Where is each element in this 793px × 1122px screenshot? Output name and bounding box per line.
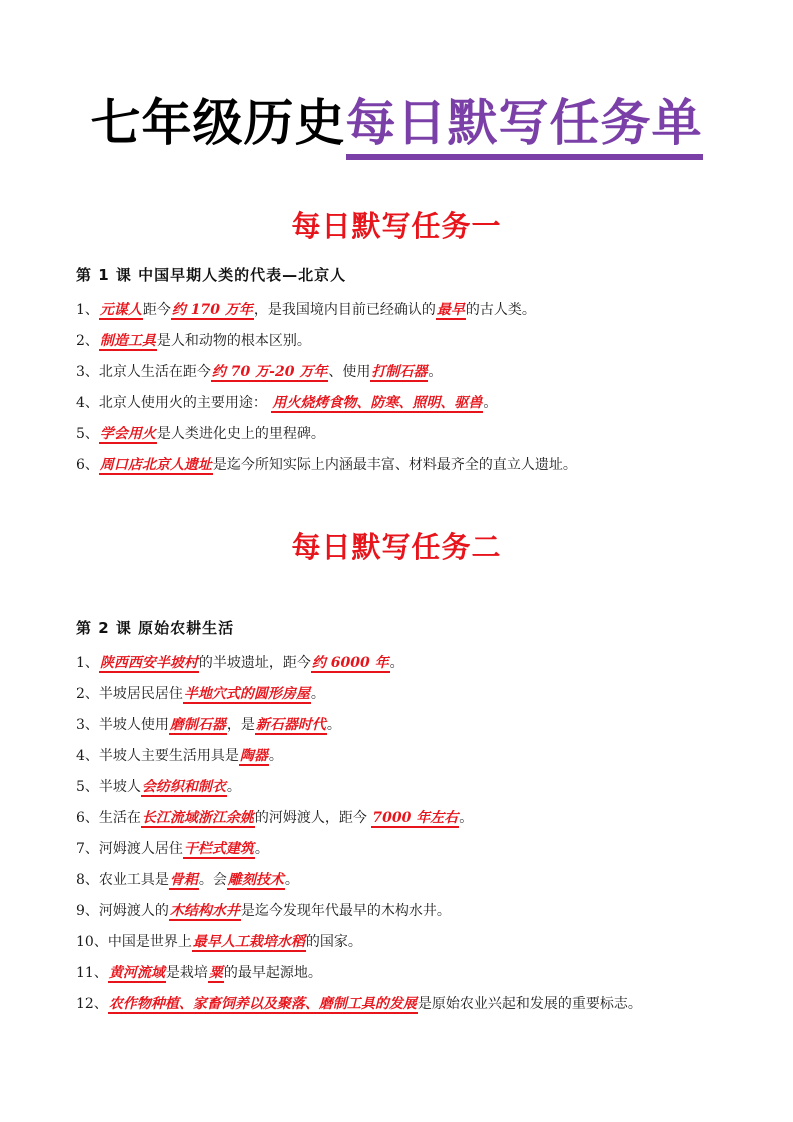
item-text: 。 — [310, 686, 325, 702]
item-text: 7、河姆渡人居住 — [76, 841, 183, 857]
answer-text: 农作物种植、家畜饲养以及聚落、磨制工具的发展 — [108, 996, 417, 1012]
item-text: 的半坡遗址，距今 — [198, 655, 311, 671]
list-item — [76, 990, 766, 1021]
item-text: 是人类进化史上的里程碑。 — [156, 426, 325, 442]
answer-text: 打制石器 — [371, 364, 428, 380]
item-text: 的河姆渡人，距今 — [254, 810, 372, 826]
task-heading-1: 每日默写任务一 — [291, 209, 502, 243]
item-text: 2、半坡居民居住 — [76, 686, 183, 702]
item-text: 。 — [284, 872, 299, 888]
list-item — [76, 928, 766, 959]
answer-text: 黄河流域 — [108, 965, 165, 981]
answer-text: 磨制石器 — [169, 717, 226, 733]
item-text: 6、生活在 — [76, 810, 141, 826]
answer-text: 约 6000 年 — [311, 655, 389, 671]
lesson-title-1: 第 1 课 中国早期人类的代表—北京人 — [76, 266, 347, 284]
item-text: 是人和动物的根本区别。 — [156, 333, 311, 349]
item-text: ，是我国境内目前已经确认的 — [253, 302, 436, 318]
item-text: 距今 — [142, 302, 171, 318]
item-text: 10、中国是世界上 — [76, 934, 192, 950]
answer-text: 骨耜 — [169, 872, 198, 888]
item-text: 。 — [428, 364, 443, 380]
list-item — [76, 711, 766, 742]
list-item — [76, 420, 766, 451]
answer-text: 干栏式建筑 — [183, 841, 254, 857]
item-text: 。 — [226, 779, 241, 795]
item-text: 1、 — [76, 655, 99, 671]
list-item — [76, 897, 766, 928]
item-text: 、使用 — [328, 364, 371, 380]
list-item — [76, 358, 766, 389]
answer-text: 新石器时代 — [255, 717, 326, 733]
item-text: 。 — [326, 717, 341, 733]
item-text: 11、 — [76, 965, 108, 981]
item-text: 。 — [459, 810, 474, 826]
list-item — [76, 866, 766, 897]
list-item — [76, 773, 766, 804]
item-text: 5、 — [76, 426, 99, 442]
answer-text: 约 170 万年 — [171, 302, 253, 318]
item-text: 的最早起源地。 — [223, 965, 322, 981]
answer-text: 最早 — [436, 302, 465, 318]
answer-text: 木结构水井 — [169, 903, 240, 919]
answer-text: 半地穴式的圆形房屋 — [183, 686, 310, 702]
item-text: 4、北京人使用火的主要用途： — [76, 395, 272, 411]
item-text: 的古人类。 — [465, 302, 536, 318]
answer-text: 约 70 万-20 万年 — [211, 364, 328, 380]
item-text: 。会 — [198, 872, 227, 888]
item-text: 5、半坡人 — [76, 779, 141, 795]
list-item — [76, 649, 766, 680]
item-text: 。 — [483, 395, 498, 411]
item-text: ，是 — [226, 717, 255, 733]
item-text: 1、 — [76, 302, 99, 318]
lesson-title-2: 第 2 课 原始农耕生活 — [76, 619, 235, 637]
task-list-2 — [76, 649, 766, 1021]
answer-text: 雕刻技术 — [227, 872, 284, 888]
item-text: 的国家。 — [305, 934, 362, 950]
list-item — [76, 804, 766, 835]
list-item — [76, 327, 766, 358]
answer-text: 用火烧烤食物、防寒、照明、驱兽 — [272, 395, 483, 411]
answer-text: 长江流域浙江余姚 — [141, 810, 254, 826]
answer-text: 元谋人 — [99, 302, 142, 318]
item-text: 9、河姆渡人的 — [76, 903, 169, 919]
item-text: 。 — [268, 748, 283, 764]
list-item — [76, 451, 766, 482]
item-text: 是迄今发现年代最早的木构水井。 — [240, 903, 451, 919]
list-item — [76, 296, 766, 327]
item-text: 2、 — [76, 333, 99, 349]
item-text: 是原始农业兴起和发展的重要标志。 — [417, 996, 642, 1012]
answer-text: 制造工具 — [99, 333, 156, 349]
answer-text: 粟 — [208, 965, 223, 981]
item-text: 3、半坡人使用 — [76, 717, 169, 733]
item-text: 。 — [389, 655, 404, 671]
item-text: 8、农业工具是 — [76, 872, 169, 888]
item-text: 。 — [254, 841, 269, 857]
item-text: 4、半坡人主要生活用具是 — [76, 748, 239, 764]
list-item — [76, 835, 766, 866]
task-list-1 — [76, 296, 766, 482]
answer-text: 陶器 — [239, 748, 268, 764]
item-text: 是栽培 — [165, 965, 208, 981]
task-heading-2: 每日默写任务二 — [291, 530, 502, 564]
answer-text: 陕西西安半坡村 — [99, 655, 198, 671]
list-item — [76, 389, 766, 420]
page-title-grade: 七年级历史 — [90, 94, 346, 152]
page-title-task-sheet: 每日默写任务单 — [346, 94, 703, 160]
answer-text: 会纺织和制衣 — [141, 779, 226, 795]
list-item — [76, 959, 766, 990]
item-text: 6、 — [76, 457, 99, 473]
item-text: 12、 — [76, 996, 108, 1012]
answer-text: 最早人工栽培水稻 — [192, 934, 305, 950]
list-item — [76, 742, 766, 773]
item-text: 是迄今所知实际上内涵最丰富、材料最齐全的直立人遗址。 — [212, 457, 577, 473]
answer-text: 7000 年左右 — [372, 810, 459, 826]
answer-text: 学会用火 — [99, 426, 156, 442]
page-title — [0, 88, 793, 158]
list-item — [76, 680, 766, 711]
answer-text: 周口店北京人遗址 — [99, 457, 212, 473]
item-text: 3、北京人生活在距今 — [76, 364, 211, 380]
